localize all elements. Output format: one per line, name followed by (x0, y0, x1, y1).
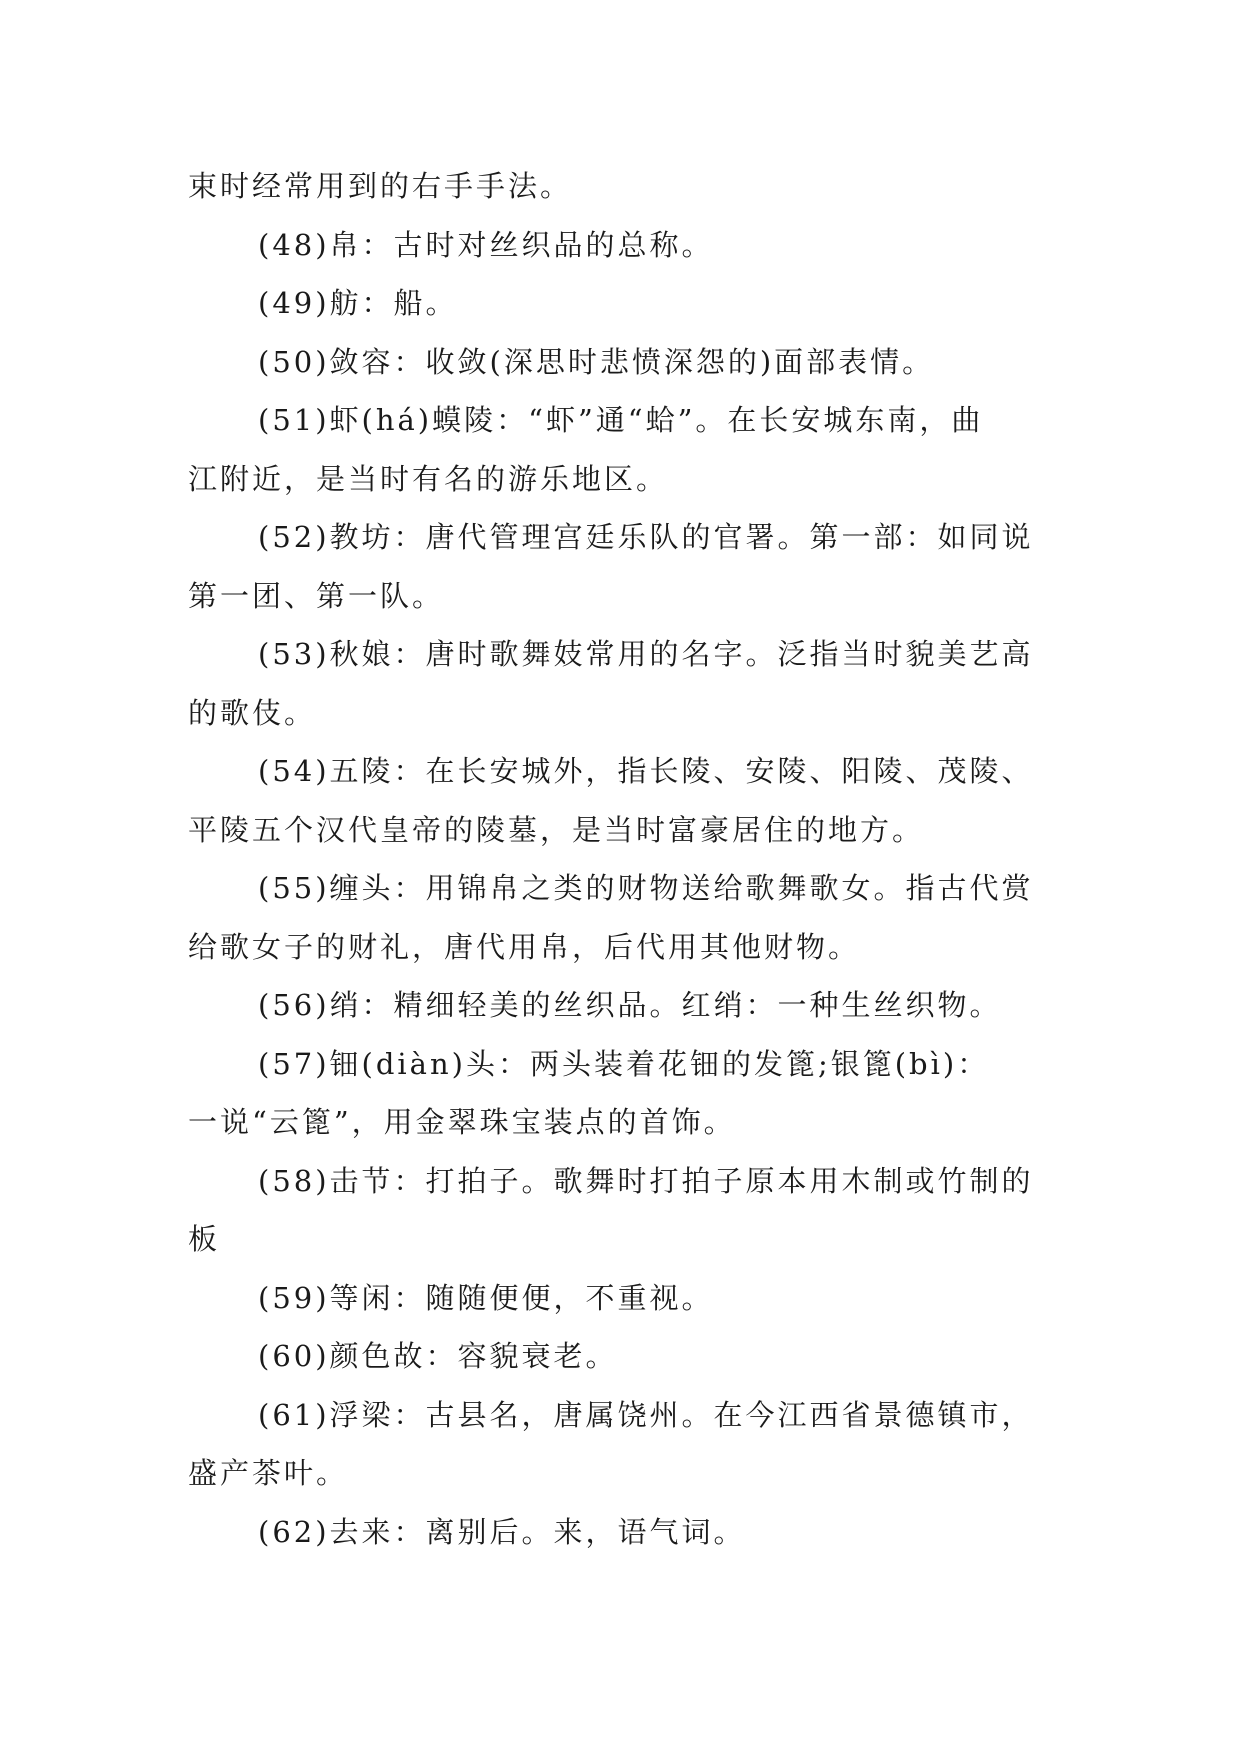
text-line: 束时经常用到的右手手法。 (188, 169, 573, 203)
text-line: (52)教坊：唐代管理宫廷乐队的官署。第一部：如同说 (258, 520, 1034, 554)
text-line: (51)虾(há)蟆陵：“虾”通“蛤”。在长安城东南，曲 (258, 403, 984, 437)
text-line: (56)绡：精细轻美的丝织品。红绡：一种生丝织物。 (258, 988, 1002, 1022)
text-line: 盛产茶叶。 (188, 1456, 349, 1490)
text-line: (61)浮梁：古县名，唐属饶州。在今江西省景德镇市， (258, 1397, 1034, 1432)
text-line: (62)去来：离别后。来，语气词。 (258, 1514, 746, 1549)
text-line: (59)等闲：随随便便，不重视。 (258, 1280, 714, 1315)
text-line: (55)缠头：用锦帛之类的财物送给歌舞歌女。指古代赏 (258, 871, 1034, 905)
text-line: (58)击节：打拍子。歌舞时打拍子原本用木制或竹制的 (258, 1163, 1034, 1198)
text-line: (57)钿(diàn)头：两头装着花钿的发篦;银篦(bì)： (258, 1046, 990, 1081)
text-line: (48)帛：古时对丝织品的总称。 (258, 227, 714, 262)
text-line: 给歌女子的财礼，唐代用帛，后代用其他财物。 (188, 929, 861, 964)
text-line: 江附近，是当时有名的游乐地区。 (188, 461, 669, 496)
text-line: (60)颜色故：容貌衰老。 (258, 1339, 618, 1373)
text-line: (49)舫：船。 (258, 286, 458, 320)
text-line: (50)敛容：收敛(深思时悲愤深怨的)面部表情。 (258, 344, 935, 379)
text-line: 板 (188, 1222, 221, 1256)
text-line: 第一团、第一队。 (188, 578, 445, 613)
text-line: 平陵五个汉代皇帝的陵墓，是当时富豪居住的地方。 (188, 812, 925, 847)
text-line: (54)五陵：在长安城外，指长陵、安陵、阳陵、茂陵、 (258, 754, 1034, 788)
text-line: 的歌伎。 (188, 695, 317, 730)
text-line: 一说“云篦”，用金翠珠宝装点的首饰。 (188, 1105, 736, 1139)
annotation-text-block (188, 157, 1068, 1561)
text-line: (53)秋娘：唐时歌舞妓常用的名字。泛指当时貌美艺高 (258, 637, 1034, 671)
